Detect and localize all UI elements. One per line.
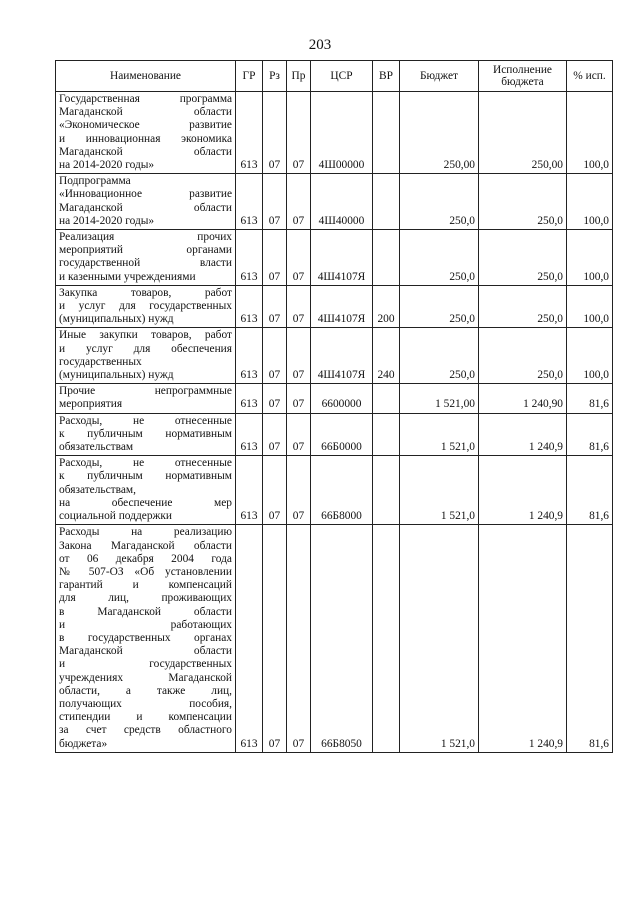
- name-line: на 2014-2020 годы»: [59, 159, 155, 172]
- cell-budget: 250,0: [400, 328, 479, 384]
- cell-name: [56, 456, 236, 525]
- cell-rz: 07: [263, 328, 287, 384]
- cell-gr: 613: [236, 384, 263, 413]
- name-line: и инновационная экономика: [59, 132, 232, 145]
- name-line: № 507-ОЗ «Об установлении: [59, 565, 232, 578]
- name-line: (муниципальных) нужд: [59, 369, 174, 382]
- cell-name: [56, 92, 236, 174]
- table-body: [56, 92, 613, 753]
- name-line: «Инновационное развитие: [59, 188, 232, 201]
- cell-budget: 250,0: [400, 230, 479, 286]
- name-line: к публичным нормативным: [59, 427, 232, 440]
- name-line: гарантий и компенсаций: [59, 579, 232, 592]
- name-line: Магаданской области: [59, 201, 232, 214]
- cell-vr: [373, 92, 400, 174]
- cell-name: [56, 285, 236, 328]
- cell-pr: 07: [287, 230, 311, 286]
- name-line: социальной поддержки: [59, 510, 173, 523]
- cell-gr: 613: [236, 92, 263, 174]
- name-line: к публичным нормативным: [59, 470, 232, 483]
- cell-csr: 4Ш4107Я: [311, 230, 373, 286]
- cell-rz: 07: [263, 525, 287, 752]
- name-line: стипендии и компенсации: [59, 711, 232, 724]
- header-budget: Бюджет: [400, 61, 479, 92]
- header-gr: ГР: [236, 61, 263, 92]
- cell-execution: 1 240,90: [479, 384, 567, 413]
- table-row: [56, 525, 613, 752]
- name-line: Магаданской области: [59, 106, 232, 119]
- table-row: [56, 285, 613, 328]
- name-line: на обеспечение мер: [59, 496, 232, 509]
- cell-csr: 4Ш40000: [311, 174, 373, 230]
- cell-pr: 07: [287, 174, 311, 230]
- name-line: Реализация прочих: [59, 231, 232, 244]
- cell-gr: 613: [236, 456, 263, 525]
- cell-execution: 250,0: [479, 230, 567, 286]
- name-line: Подпрограмма: [59, 175, 131, 188]
- name-line: Магаданской области: [59, 645, 232, 658]
- cell-percent: 100,0: [567, 328, 613, 384]
- table-row: [56, 230, 613, 286]
- name-line: Иные закупки товаров, работ: [59, 329, 232, 342]
- cell-percent: 81,6: [567, 384, 613, 413]
- header-vr: ВР: [373, 61, 400, 92]
- cell-pr: 07: [287, 328, 311, 384]
- cell-execution: 250,00: [479, 92, 567, 174]
- cell-rz: 07: [263, 230, 287, 286]
- cell-pr: 07: [287, 413, 311, 456]
- name-line: обязательствам,: [59, 483, 136, 496]
- cell-csr: 4Ш4107Я: [311, 328, 373, 384]
- cell-budget: 250,0: [400, 174, 479, 230]
- name-line: обязательствам: [59, 441, 134, 454]
- name-line: от 06 декабря 2004 года: [59, 552, 232, 565]
- cell-csr: 66Б8000: [311, 456, 373, 525]
- cell-gr: 613: [236, 174, 263, 230]
- name-line: для лиц, проживающих: [59, 592, 232, 605]
- cell-gr: 613: [236, 328, 263, 384]
- name-line: Магаданской области: [59, 145, 232, 158]
- cell-name: [56, 413, 236, 456]
- name-line: учреждениях Магаданской: [59, 671, 232, 684]
- cell-percent: 100,0: [567, 230, 613, 286]
- name-line: мероприятий органами: [59, 244, 232, 257]
- cell-pr: 07: [287, 92, 311, 174]
- cell-gr: 613: [236, 285, 263, 328]
- table-row: [56, 413, 613, 456]
- name-line: Прочие непрограммные: [59, 385, 232, 398]
- cell-rz: 07: [263, 285, 287, 328]
- cell-vr: [373, 384, 400, 413]
- cell-name: [56, 174, 236, 230]
- table-row: [56, 456, 613, 525]
- name-line: на 2014-2020 годы»: [59, 214, 155, 227]
- header-percent: % исп.: [567, 61, 613, 92]
- name-line: Расходы, не отнесенные: [59, 414, 232, 427]
- cell-name: [56, 384, 236, 413]
- name-line: Закона Магаданской области: [59, 539, 232, 552]
- cell-vr: [373, 174, 400, 230]
- table-row: [56, 174, 613, 230]
- header-csr: ЦСР: [311, 61, 373, 92]
- cell-percent: 100,0: [567, 174, 613, 230]
- cell-percent: 100,0: [567, 92, 613, 174]
- name-line: и казенными учреждениями: [59, 270, 196, 283]
- cell-pr: 07: [287, 384, 311, 413]
- name-line: и работающих: [59, 618, 232, 631]
- cell-budget: 1 521,0: [400, 525, 479, 752]
- cell-budget: 1 521,0: [400, 456, 479, 525]
- budget-execution-table: [55, 60, 613, 753]
- name-line: Закупка товаров, работ: [59, 286, 232, 299]
- name-line: мероприятия: [59, 398, 123, 411]
- cell-percent: 100,0: [567, 285, 613, 328]
- cell-rz: 07: [263, 384, 287, 413]
- cell-budget: 1 521,00: [400, 384, 479, 413]
- name-line: за счет средств областного: [59, 724, 232, 737]
- header-rz: Рз: [263, 61, 287, 92]
- cell-name: [56, 230, 236, 286]
- cell-execution: 250,0: [479, 174, 567, 230]
- name-line: и услуг для обеспечения: [59, 342, 232, 355]
- name-line: области, а также лиц,: [59, 684, 232, 697]
- name-line: государственной власти: [59, 257, 232, 270]
- cell-vr: 240: [373, 328, 400, 384]
- cell-percent: 81,6: [567, 525, 613, 752]
- cell-execution: 250,0: [479, 328, 567, 384]
- cell-csr: 4Ш4107Я: [311, 285, 373, 328]
- cell-csr: 6600000: [311, 384, 373, 413]
- cell-rz: 07: [263, 92, 287, 174]
- name-line: в государственных органах: [59, 631, 232, 644]
- cell-pr: 07: [287, 456, 311, 525]
- header-name: Наименование: [56, 61, 236, 92]
- table-row: [56, 92, 613, 174]
- cell-rz: 07: [263, 456, 287, 525]
- name-line: бюджета»: [59, 737, 108, 750]
- cell-budget: 250,0: [400, 285, 479, 328]
- name-line: Расходы на реализацию: [59, 526, 232, 539]
- cell-csr: 66Б8050: [311, 525, 373, 752]
- table-row: [56, 384, 613, 413]
- cell-budget: 250,00: [400, 92, 479, 174]
- name-line: и государственных: [59, 658, 232, 671]
- header-pr: Пр: [287, 61, 311, 92]
- cell-percent: 81,6: [567, 413, 613, 456]
- table-row: [56, 328, 613, 384]
- cell-name: [56, 525, 236, 752]
- header-execution: Исполнение бюджета: [479, 61, 567, 92]
- cell-gr: 613: [236, 230, 263, 286]
- name-line: и услуг для государственных: [59, 300, 232, 313]
- cell-vr: [373, 456, 400, 525]
- cell-pr: 07: [287, 525, 311, 752]
- page-number: 203: [308, 37, 332, 53]
- cell-budget: 1 521,0: [400, 413, 479, 456]
- name-line: «Экономическое развитие: [59, 119, 232, 132]
- cell-rz: 07: [263, 413, 287, 456]
- cell-gr: 613: [236, 525, 263, 752]
- cell-execution: 1 240,9: [479, 456, 567, 525]
- cell-vr: [373, 525, 400, 752]
- cell-percent: 81,6: [567, 456, 613, 525]
- cell-execution: 1 240,9: [479, 525, 567, 752]
- name-line: Расходы, не отнесенные: [59, 457, 232, 470]
- cell-execution: 1 240,9: [479, 413, 567, 456]
- name-line: Государственная программа: [59, 93, 232, 105]
- cell-rz: 07: [263, 174, 287, 230]
- cell-csr: 66Б0000: [311, 413, 373, 456]
- cell-pr: 07: [287, 285, 311, 328]
- cell-execution: 250,0: [479, 285, 567, 328]
- name-line: (муниципальных) нужд: [59, 313, 174, 326]
- name-line: в Магаданской области: [59, 605, 232, 618]
- table-header-row: [56, 61, 613, 92]
- cell-gr: 613: [236, 413, 263, 456]
- cell-name: [56, 328, 236, 384]
- cell-vr: [373, 230, 400, 286]
- name-line: государственных: [59, 355, 142, 368]
- name-line: получающих пособия,: [59, 697, 232, 710]
- cell-vr: [373, 413, 400, 456]
- cell-csr: 4Ш00000: [311, 92, 373, 174]
- cell-vr: 200: [373, 285, 400, 328]
